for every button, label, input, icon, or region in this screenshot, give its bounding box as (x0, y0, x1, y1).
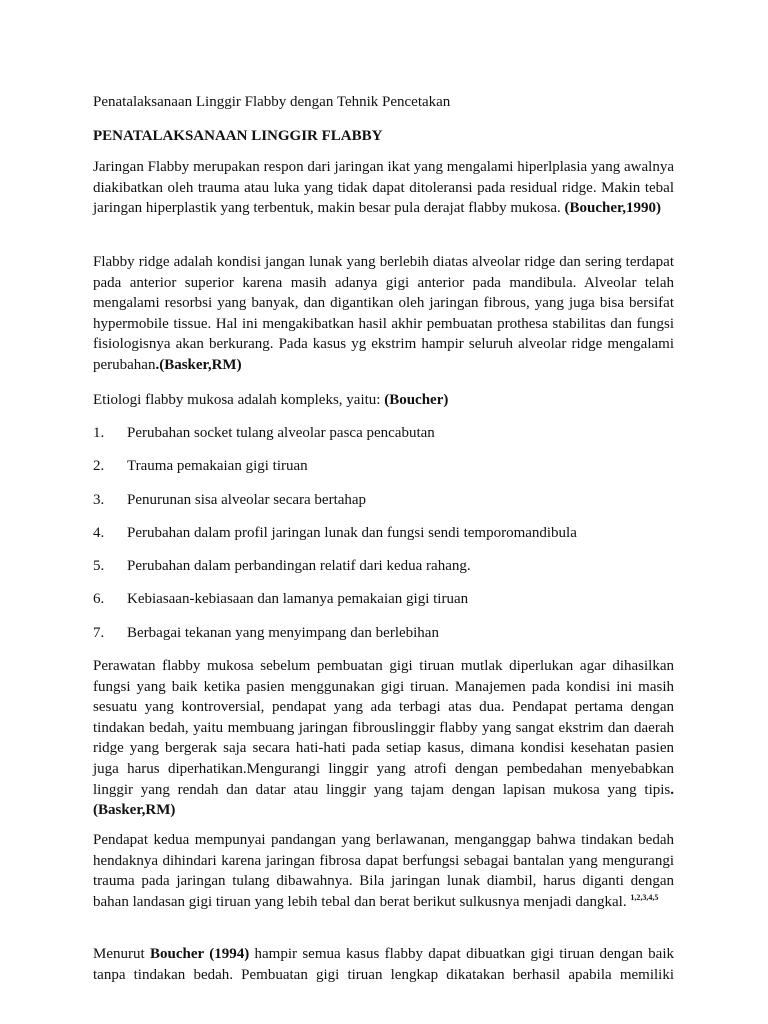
section-heading: PENATALAKSANAAN LINGGIR FLABBY (93, 128, 383, 144)
paragraph-text: Etiologi flabby mukosa adalah kompleks, yaitu: (93, 392, 385, 408)
list-item-number: 6. (93, 591, 105, 608)
list-item-text: Kebiasaan-kebiasaan dan lamanya pemakaian gigi tiruan (127, 591, 469, 608)
paragraph-text: hampir semua kasus flabby dapat dibuatkan gigi tiruan dengan baik tanpa tindakan bedah. Pembuatan gigi tiruan lengkap dikatakan berhasil apabila memiliki (93, 946, 674, 983)
list-item-text: Berbagai tekanan yang menyimpang dan berlebihan (127, 624, 439, 641)
paragraph-text: Pendapat kedua mempunyai pandangan yang berlawanan, menganggap bahwa tindakan bedah hendaknya dihindari karena jaringan fibrosa dapat berfungsi sebagai bantalan yang mengurangi trauma pada jaringan tulang dibawahnya. Bila jaringan lunak diambil, harus diganti dengan bahan landasan gigi tiruan yang lebih tebal dan berat berikut sulkusnya menjadi dangkal. (93, 832, 674, 910)
paragraph-definition (93, 157, 674, 219)
citation: .(Basker,RM) (155, 356, 242, 373)
reference-superscript: 1,2,3,4,5 (630, 892, 659, 902)
list-item-text: Trauma pemakaian gigi tiruan (127, 458, 308, 475)
paragraph-treatment (93, 656, 674, 821)
list-item-text: Penurunan sisa alveolar secara bertahap (127, 491, 367, 508)
paragraph-text: Flabby ridge adalah kondisi jangan lunak yang berlebih diatas alveolar ridge dan sering terdapat pada anterior superior karena masih adanya gigi anterior pada mandibula. Alveolar telah mengalami resorbsi yang banyak, dan digantikan oleh jaringan fibrous, yang juga bisa bersifat hypermobile tissue. Hal ini mengakibatkan hasil akhir pembuatan prothesa stabilitas dan fungsi fisiologisnya akan berkurang. Pada kasus yg ekstrim hampir seluruh alveolar ridge mengalami perubahan (93, 254, 674, 373)
list-item-number: 4. (93, 524, 105, 541)
list-item-text: Perubahan dalam profil jaringan lunak dan fungsi sendi temporomandibula (127, 524, 577, 541)
paragraph-boucher (93, 944, 674, 985)
citation: (Boucher) (384, 392, 449, 408)
list-item-number: 2. (93, 458, 105, 475)
paragraph-etiology (93, 390, 674, 411)
paragraph-second-opinion (93, 830, 674, 912)
citation: Boucher (1994) (149, 946, 250, 962)
paragraph-text: Jaringan Flabby merupakan respon dari jaringan ikat yang mengalami hiperlplasia yang awalnya diakibatkan oleh trauma atau luka yang tidak dapat ditoleransi pada residual ridge. Makin tebal jaringan hiperplastik yang terbentuk, makin besar pula derajat flabby mukosa. (93, 159, 674, 217)
list-item-number: 3. (93, 491, 105, 508)
document-title: Penatalaksanaan Linggir Flabby dengan Tehnik Pencetakan (93, 94, 451, 110)
citation: (Boucher,1990) (564, 200, 662, 217)
list-item-number: 5. (93, 558, 105, 575)
citation: . (Basker,RM) (93, 781, 674, 819)
paragraph-lead: Menurut (93, 946, 150, 962)
paragraph-flabby-ridge (93, 252, 674, 376)
list-item-number: 1. (93, 425, 105, 441)
paragraph-text: Perawatan flabby mukosa sebelum pembuatan gigi tiruan mutlak diperlukan agar dihasilkan fungsi yang baik ketika pasien menggunakan gigi tiruan. Manajemen pada kondisi ini masih sesuatu yang kontroversial, pendapat yang ada terbagi atas dua. Pendapat pertama dengan tindakan bedah, yaitu membuang jaringan fibrouslinggir flabby yang sangat ekstrim dan daerah ridge yang bergerak saja secara hati-hati pada setiap kasus, dimana kondisi kesehatan pasien juga harus diperhatikan.Mengurangi linggir yang atrofi dengan pembedahan menyebabkan linggir yang rendah dan datar atau linggir yang tajam dengan lapisan mukosa yang tipis (93, 658, 674, 798)
list-item-text: Perubahan socket tulang alveolar pasca pencabutan (127, 425, 435, 441)
list-item-text: Perubahan dalam perbandingan relatif dari kedua rahang. (127, 558, 471, 575)
list-item-number: 7. (93, 624, 105, 641)
